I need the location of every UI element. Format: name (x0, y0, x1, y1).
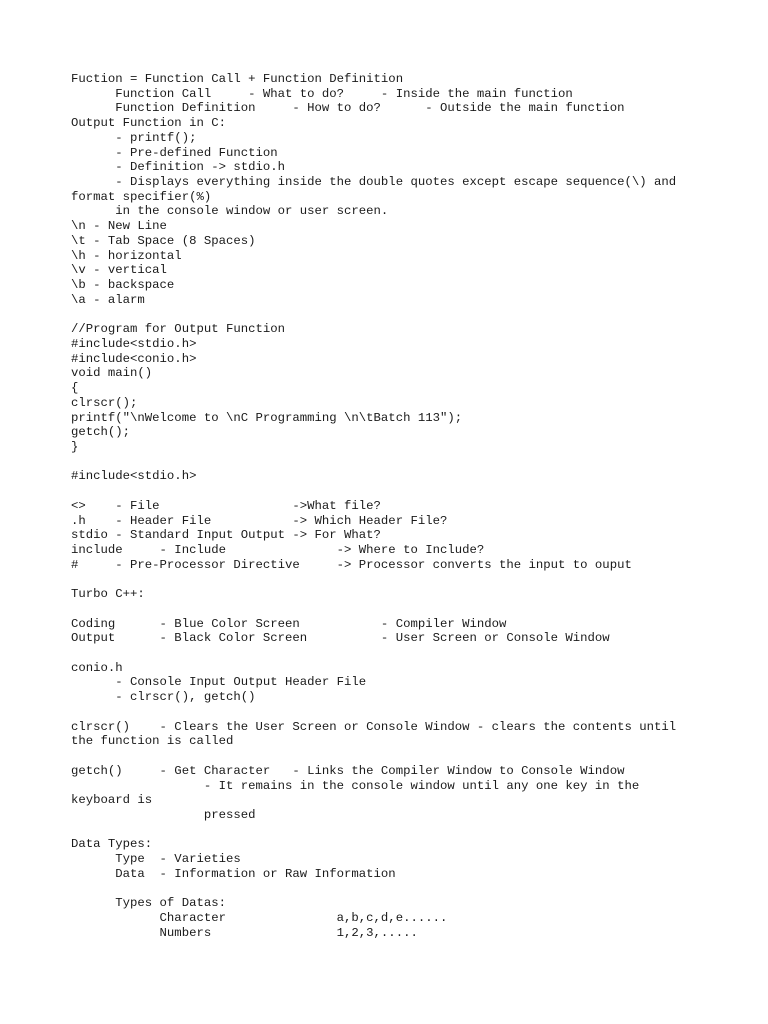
text-line: Function Definition - How to do? - Outside the main function (71, 101, 625, 116)
text-line: Coding - Blue Color Screen - Compiler Window (71, 616, 507, 631)
text-line: Output Function in C: (71, 116, 226, 131)
document-page (71, 72, 711, 940)
text-line: clrscr(); (71, 395, 138, 410)
text-line: Function Call - What to do? - Inside the main function (71, 86, 573, 101)
text-line: - Definition -> stdio.h (71, 160, 286, 175)
text-line: pressed (71, 807, 256, 822)
text-line: Type - Varieties (71, 852, 241, 867)
text-line (71, 749, 711, 764)
text-line: \t - Tab Space (8 Spaces) (71, 233, 256, 248)
text-line: # - Pre-Processor Directive -> Processor converts the input to ouput (71, 557, 632, 572)
text-line: Data - Information or Raw Information (71, 866, 396, 881)
text-line (71, 455, 711, 470)
text-line: - It remains in the console window until any one key in the (71, 778, 640, 793)
text-line: \n - New Line (71, 219, 167, 234)
text-line: in the console window or user screen. (71, 204, 389, 219)
text-line: \a - alarm (71, 292, 145, 307)
text-line: Character a,b,c,d,e...... (71, 910, 448, 925)
text-line: \v - vertical (71, 263, 167, 278)
text-line: Turbo C++: (71, 587, 145, 602)
text-line: Output - Black Color Screen - User Screen or Console Window (71, 631, 610, 646)
text-line: printf("\nWelcome to \nC Programming \n\tBatch 113"); (71, 410, 463, 425)
text-line: Data Types: (71, 837, 153, 852)
text-line: void main() (71, 366, 153, 381)
text-line: - clrscr(), getch() (71, 690, 256, 705)
text-line: getch(); (71, 425, 131, 440)
text-line (71, 823, 711, 838)
text-line: { (71, 381, 79, 396)
text-line (71, 484, 711, 499)
text-line: Numbers 1,2,3,..... (71, 925, 418, 940)
text-line (71, 646, 711, 661)
text-line: } (71, 439, 79, 454)
text-line: keyboard is (71, 793, 153, 808)
text-line: #include<conio.h> (71, 351, 197, 366)
text-line: getch() - Get Character - Links the Compiler Window to Console Window (71, 763, 625, 778)
text-line: <> - File ->What file? (71, 498, 381, 513)
text-line: #include<stdio.h> (71, 469, 197, 484)
text-line (71, 308, 711, 323)
text-line: the function is called (71, 734, 234, 749)
text-line: - Pre-defined Function (71, 145, 278, 160)
text-line: - Displays everything inside the double quotes except escape sequence(\) and (71, 175, 677, 190)
text-line: conio.h (71, 660, 123, 675)
text-line: stdio - Standard Input Output -> For What? (71, 528, 381, 543)
text-line: \h - horizontal (71, 248, 182, 263)
text-line (71, 572, 711, 587)
text-line: Types of Datas: (71, 896, 226, 911)
text-line: \b - backspace (71, 278, 175, 293)
text-line (71, 602, 711, 617)
text-line: #include<stdio.h> (71, 336, 197, 351)
text-line: include - Include -> Where to Include? (71, 543, 485, 557)
text-line: format specifier(%) (71, 189, 212, 204)
text-line: - printf(); (71, 130, 197, 145)
text-line (71, 705, 711, 720)
text-line: clrscr() - Clears the User Screen or Console Window - clears the contents until (71, 719, 677, 734)
text-line (71, 882, 711, 897)
text-line: Fuction = Function Call + Function Definition (71, 72, 404, 86)
text-line: //Program for Output Function (71, 322, 286, 337)
text-line: - Console Input Output Header File (71, 675, 367, 690)
text-line: .h - Header File -> Which Header File? (71, 513, 448, 528)
